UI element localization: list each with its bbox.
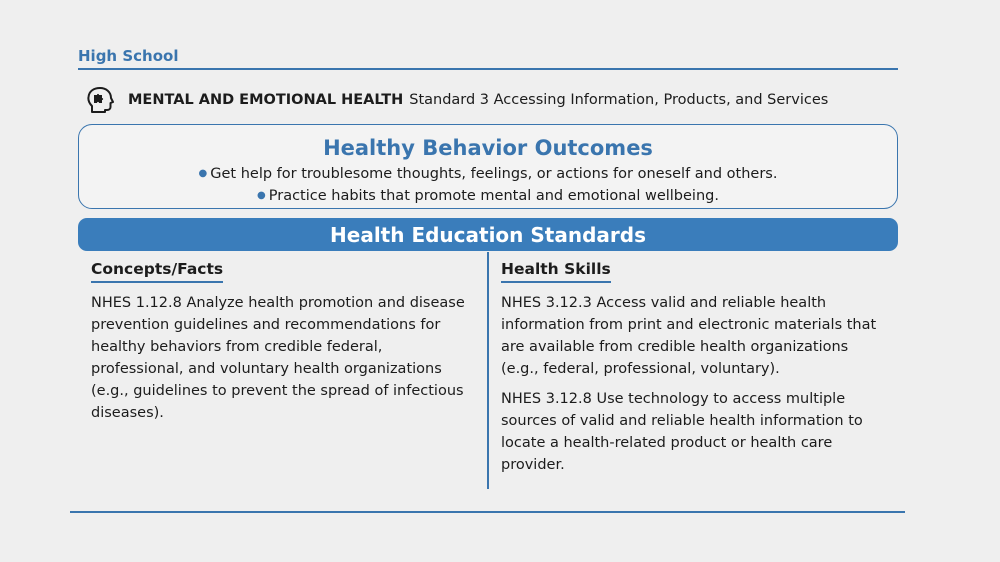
concepts-heading: Concepts/Facts: [91, 258, 223, 283]
outcomes-title: Healthy Behavior Outcomes: [323, 136, 653, 160]
concepts-paragraph: NHES 1.12.8 Analyze health promotion and disease prevention guidelines and recommendations for healthy behaviors from credible federal, professional, and voluntary health organizations (e.g., guidelines to prevent the spread of infectious diseases).: [91, 295, 465, 421]
concepts-column: [91, 258, 473, 432]
column-divider: [487, 252, 489, 489]
standard-line: [86, 86, 828, 114]
standard-topic: MENTAL AND EMOTIONAL HEALTH: [128, 92, 404, 108]
skills-column: [501, 258, 886, 484]
bullet-icon: ●: [198, 168, 208, 179]
grade-level-label: High School: [78, 47, 179, 65]
standards-banner: Health Education Standards: [78, 218, 898, 251]
outcome-item: [79, 163, 897, 185]
skills-paragraph: NHES 3.12.8 Use technology to access multiple sources of valid and reliable health information to locate a health-related product or health care provider.: [501, 391, 863, 473]
top-divider: [78, 68, 898, 70]
outcome-text: Practice habits that promote mental and emotional wellbeing.: [268, 188, 719, 204]
skills-heading: Health Skills: [501, 258, 611, 283]
outcomes-list: [79, 163, 897, 207]
healthy-behavior-outcomes-box: [78, 124, 898, 209]
head-puzzle-icon: [86, 86, 116, 114]
skills-paragraph: NHES 3.12.3 Access valid and reliable health information from print and electronic materials that are available from credible health organizations (e.g., federal, professional, voluntary).: [501, 295, 877, 377]
outcome-item: [79, 185, 897, 207]
bullet-icon: ●: [257, 190, 266, 201]
standard-description: Standard 3 Accessing Information, Products, and Services: [409, 92, 829, 108]
outcome-text: Get help for troublesome thoughts, feelings, or actions for oneself and others.: [210, 166, 778, 182]
bottom-divider: [70, 511, 905, 513]
